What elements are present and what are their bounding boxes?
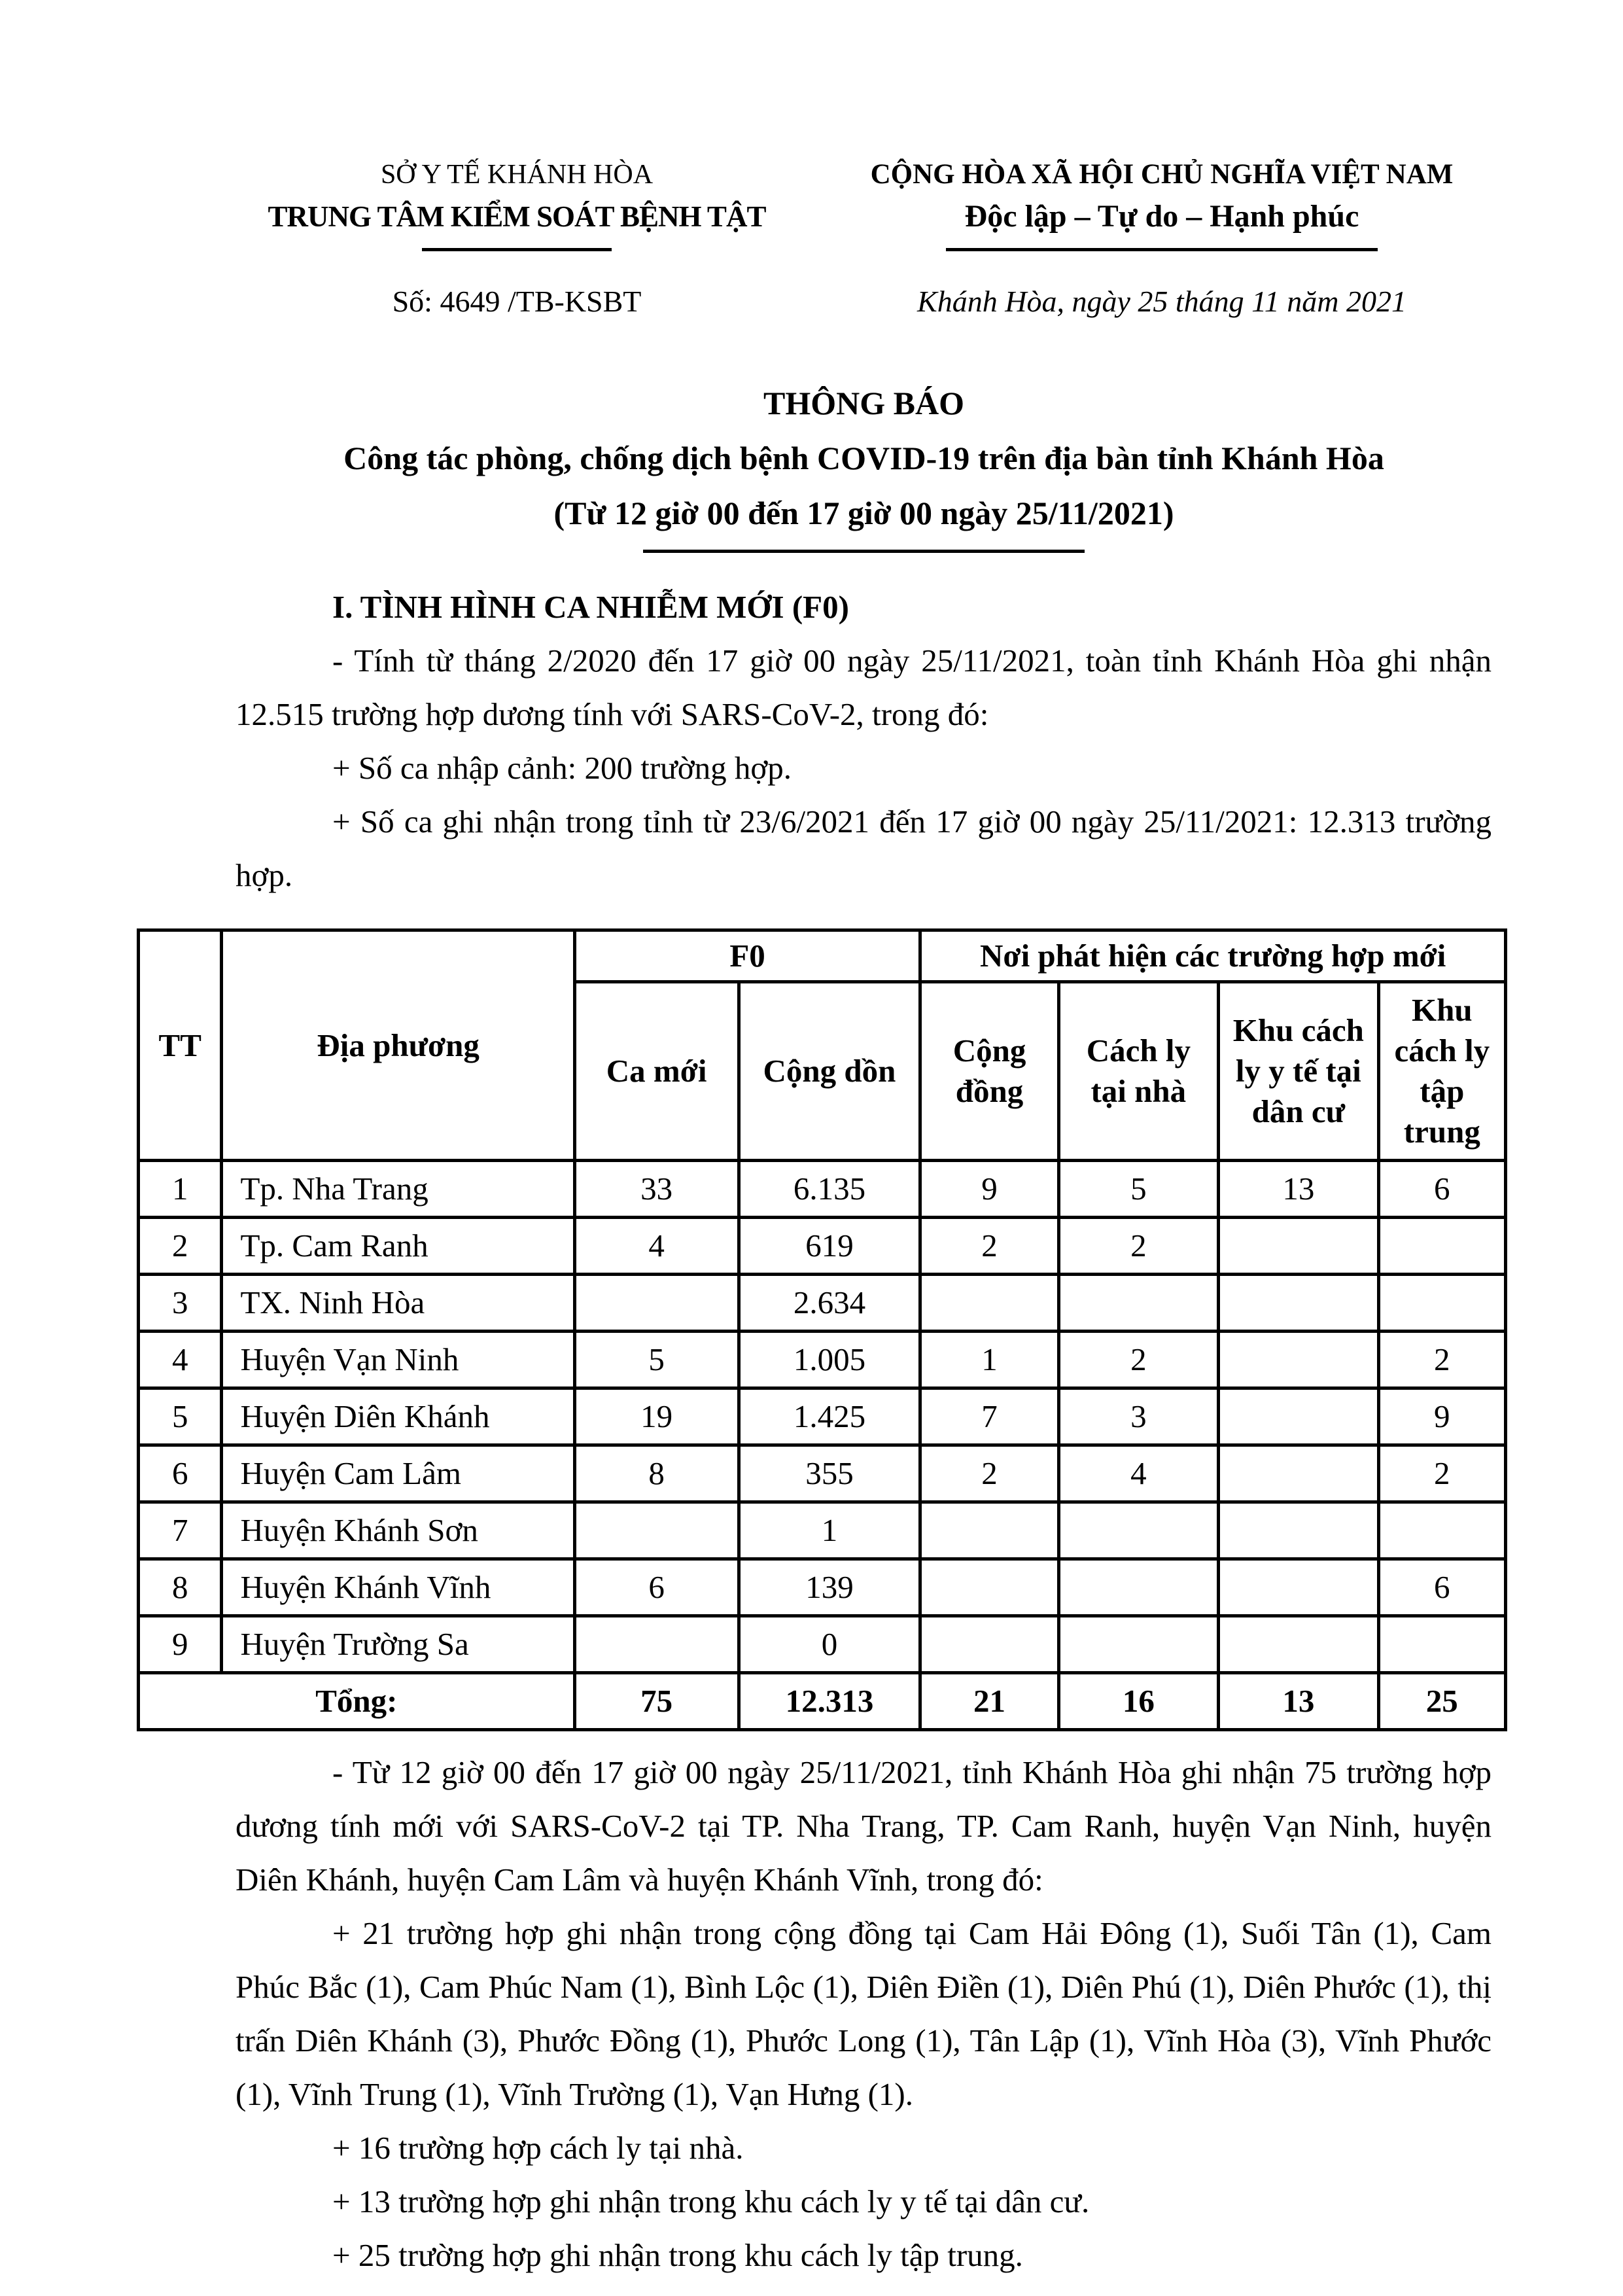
cell-dia-phuong: Tp. Cam Ranh: [222, 1218, 574, 1275]
document-title-block: [236, 376, 1492, 553]
cell-total-cach-ly-tai-nha: 16: [1058, 1673, 1219, 1730]
cell-total-cong-don: 12.313: [739, 1673, 920, 1730]
table-row: [139, 1616, 1506, 1673]
paragraph-new-cases-summary: - Từ 12 giờ 00 đến 17 giờ 00 ngày 25/11/2021, tỉnh Khánh Hòa ghi nhận 75 trường hợp dương tính mới với SARS-CoV-2 tại TP. Nha Trang, TP. Cam Ranh, huyện Vạn Ninh, huyện Diên Khánh, huyện Cam Lâm và huyện Khánh Vĩnh, trong đó:: [236, 1754, 1492, 1898]
cell-ca-moi: 4: [574, 1218, 739, 1275]
document-time-range: (Từ 12 giờ 00 đến 17 giờ 00 ngày 25/11/2021): [553, 495, 1174, 531]
cell-ca-moi: 6: [574, 1559, 739, 1616]
cell-cach-ly-tai-nha: [1058, 1559, 1219, 1616]
paragraph-imported-cases: + Số ca nhập cảnh: 200 trường hợp.: [332, 750, 792, 786]
cell-dia-phuong: Huyện Vạn Ninh: [222, 1332, 574, 1388]
cell-total-cong-dong: 21: [920, 1673, 1058, 1730]
cell-ca-moi: 33: [574, 1161, 739, 1218]
cell-ca-moi: [574, 1275, 739, 1332]
table-row: [139, 1502, 1506, 1559]
cell-ca-moi: [574, 1502, 739, 1559]
cell-dia-phuong: Huyện Khánh Vĩnh: [222, 1559, 574, 1616]
document-title: THÔNG BÁO: [763, 385, 964, 421]
cell-dia-phuong: Huyện Trường Sa: [222, 1616, 574, 1673]
cell-dia-phuong: TX. Ninh Hòa: [222, 1275, 574, 1332]
th-tt: TT: [139, 930, 222, 1161]
motto-underline: [946, 248, 1378, 251]
paragraph-total-cases: - Tính từ tháng 2/2020 đến 17 giờ 00 ngày 25/11/2021, toàn tỉnh Khánh Hòa ghi nhận 12.515 trường hợp dương tính với SARS-CoV-2, trong đó:: [236, 643, 1492, 732]
table-row: [139, 1332, 1506, 1388]
cell-cach-ly-tai-nha: 4: [1058, 1445, 1219, 1502]
cell-khu-y-te: [1219, 1275, 1379, 1332]
cell-cong-dong: 7: [920, 1388, 1058, 1445]
agency-underline: [422, 248, 612, 251]
paragraph-centralized-quarantine-cases: + 25 trường hợp ghi nhận trong khu cách ly tập trung.: [332, 2237, 1023, 2273]
cell-cong-dong: [920, 1616, 1058, 1673]
cell-khu-y-te: [1219, 1559, 1379, 1616]
table-row: [139, 1218, 1506, 1275]
paragraph-medical-quarantine-cases: + 13 trường hợp ghi nhận trong khu cách ly y tế tại dân cư.: [332, 2183, 1090, 2219]
cell-cong-dong: 2: [920, 1445, 1058, 1502]
cell-tt: 2: [139, 1218, 222, 1275]
document-number: Số: 4649 /TB-KSBT: [392, 285, 642, 318]
cell-khu-y-te: 13: [1219, 1161, 1379, 1218]
cell-khu-tap-trung: [1378, 1502, 1505, 1559]
table-row: [139, 1445, 1506, 1502]
document-letterhead: [0, 0, 1623, 325]
cell-tt: 9: [139, 1616, 222, 1673]
cell-ca-moi: [574, 1616, 739, 1673]
table-row: [139, 1559, 1506, 1616]
table-row: [139, 1388, 1506, 1445]
cell-tt: 3: [139, 1275, 222, 1332]
table-row: [139, 1275, 1506, 1332]
cell-khu-tap-trung: 6: [1378, 1161, 1505, 1218]
cell-total-khu-tap-trung: 25: [1378, 1673, 1505, 1730]
cell-cong-don: 1.425: [739, 1388, 920, 1445]
th-cach-ly-tai-nha: Cách ly tại nhà: [1058, 982, 1219, 1161]
th-khu-cach-ly-tap-trung: Khu cách ly tập trung: [1378, 982, 1505, 1161]
cell-cach-ly-tai-nha: 2: [1058, 1218, 1219, 1275]
cell-khu-y-te: [1219, 1616, 1379, 1673]
cell-cach-ly-tai-nha: [1058, 1275, 1219, 1332]
paragraph-community-cases: + 21 trường hợp ghi nhận trong cộng đồng tại Cam Hải Đông (1), Suối Tân (1), Cam Phúc Bắc (1), Cam Phúc Nam (1), Bình Lộc (1), Diên Điền (1), Diên Phú (1), Diên Phước (1), thị trấn Diên Khánh (3), Phước Đồng (1), Phước Long (1), Tân Lập (1), Vĩnh Hòa (3), Vĩnh Phước (1), Vĩnh Trung (1), Vĩnh Trường (1), Vạn Hưng (1).: [236, 1915, 1492, 2112]
th-dia-phuong: Địa phương: [222, 930, 574, 1161]
table-total-row: [139, 1673, 1506, 1730]
cell-cong-dong: [920, 1559, 1058, 1616]
cell-khu-y-te: [1219, 1445, 1379, 1502]
cell-cong-dong: 2: [920, 1218, 1058, 1275]
th-khu-cach-ly-y-te: Khu cách ly y tế tại dân cư: [1219, 982, 1379, 1161]
cell-cach-ly-tai-nha: [1058, 1502, 1219, 1559]
paragraph-domestic-cases: + Số ca ghi nhận trong tỉnh từ 23/6/2021 đến 17 giờ 00 ngày 25/11/2021: 12.313 trường hợp.: [236, 804, 1492, 893]
cell-khu-tap-trung: 2: [1378, 1332, 1505, 1388]
cell-ca-moi: 5: [574, 1332, 739, 1388]
cell-cong-dong: [920, 1502, 1058, 1559]
national-name: CỘNG HÒA XÃ HỘI CHỦ NGHĨA VIỆT NAM: [870, 159, 1454, 190]
cell-khu-tap-trung: 9: [1378, 1388, 1505, 1445]
table-row: [139, 1161, 1506, 1218]
table-header-row-groups: [139, 930, 1506, 982]
section-1-heading: I. TÌNH HÌNH CA NHIỄM MỚI (F0): [332, 589, 849, 625]
cell-khu-tap-trung: 2: [1378, 1445, 1505, 1502]
cell-cach-ly-tai-nha: 2: [1058, 1332, 1219, 1388]
cell-khu-y-te: [1219, 1502, 1379, 1559]
cell-cong-don: 619: [739, 1218, 920, 1275]
cell-khu-y-te: [1219, 1218, 1379, 1275]
cell-total-ca-moi: 75: [574, 1673, 739, 1730]
agency-parent-name: SỞ Y TẾ KHÁNH HÒA: [380, 160, 654, 190]
cell-cong-don: 6.135: [739, 1161, 920, 1218]
cell-tt: 4: [139, 1332, 222, 1388]
cell-dia-phuong: Huyện Diên Khánh: [222, 1388, 574, 1445]
cell-tt: 6: [139, 1445, 222, 1502]
cell-cong-don: 0: [739, 1616, 920, 1673]
cell-khu-y-te: [1219, 1332, 1379, 1388]
th-cong-dong: Cộng đồng: [920, 982, 1058, 1161]
paragraph-home-quarantine-cases: + 16 trường hợp cách ly tại nhà.: [332, 2130, 744, 2166]
th-location-group: Nơi phát hiện các trường hợp mới: [920, 930, 1506, 982]
cell-dia-phuong: Huyện Cam Lâm: [222, 1445, 574, 1502]
cell-tt: 1: [139, 1161, 222, 1218]
national-motto: Độc lập – Tự do – Hạnh phúc: [964, 199, 1359, 234]
cell-ca-moi: 8: [574, 1445, 739, 1502]
place-date-line: Khánh Hòa, ngày 25 tháng 11 năm 2021: [917, 285, 1406, 318]
cell-tt: 5: [139, 1388, 222, 1445]
document-subtitle: Công tác phòng, chống dịch bệnh COVID-19 trên địa bàn tỉnh Khánh Hòa: [343, 440, 1384, 476]
document-body-after-table: [236, 1746, 1492, 2282]
cell-cach-ly-tai-nha: [1058, 1616, 1219, 1673]
cell-cong-don: 355: [739, 1445, 920, 1502]
cell-cong-dong: 9: [920, 1161, 1058, 1218]
issuing-agency-block: [216, 154, 818, 325]
cell-khu-tap-trung: [1378, 1275, 1505, 1332]
cell-khu-tap-trung: [1378, 1616, 1505, 1673]
cell-khu-tap-trung: 6: [1378, 1559, 1505, 1616]
cell-total-khu-y-te: 13: [1219, 1673, 1379, 1730]
cell-dia-phuong: Huyện Khánh Sơn: [222, 1502, 574, 1559]
cell-cong-don: 1: [739, 1502, 920, 1559]
document-body: [236, 580, 1492, 902]
cell-ca-moi: 19: [574, 1388, 739, 1445]
cell-total-label: Tổng:: [139, 1673, 575, 1730]
national-motto-block: [831, 154, 1492, 325]
cell-tt: 7: [139, 1502, 222, 1559]
title-underline: [643, 550, 1085, 553]
th-ca-moi: Ca mới: [574, 982, 739, 1161]
cell-cong-dong: 1: [920, 1332, 1058, 1388]
cell-khu-y-te: [1219, 1388, 1379, 1445]
cell-khu-tap-trung: [1378, 1218, 1505, 1275]
agency-name: TRUNG TÂM KIỂM SOÁT BỆNH TẬT: [268, 200, 766, 233]
th-f0-group: F0: [574, 930, 920, 982]
cell-cong-don: 2.634: [739, 1275, 920, 1332]
cell-cong-don: 1.005: [739, 1332, 920, 1388]
th-cong-don: Cộng dồn: [739, 982, 920, 1161]
cell-dia-phuong: Tp. Nha Trang: [222, 1161, 574, 1218]
cell-cach-ly-tai-nha: 3: [1058, 1388, 1219, 1445]
cell-cong-don: 139: [739, 1559, 920, 1616]
cell-tt: 8: [139, 1559, 222, 1616]
cell-cach-ly-tai-nha: 5: [1058, 1161, 1219, 1218]
cell-cong-dong: [920, 1275, 1058, 1332]
covid-cases-table: [137, 928, 1507, 1731]
